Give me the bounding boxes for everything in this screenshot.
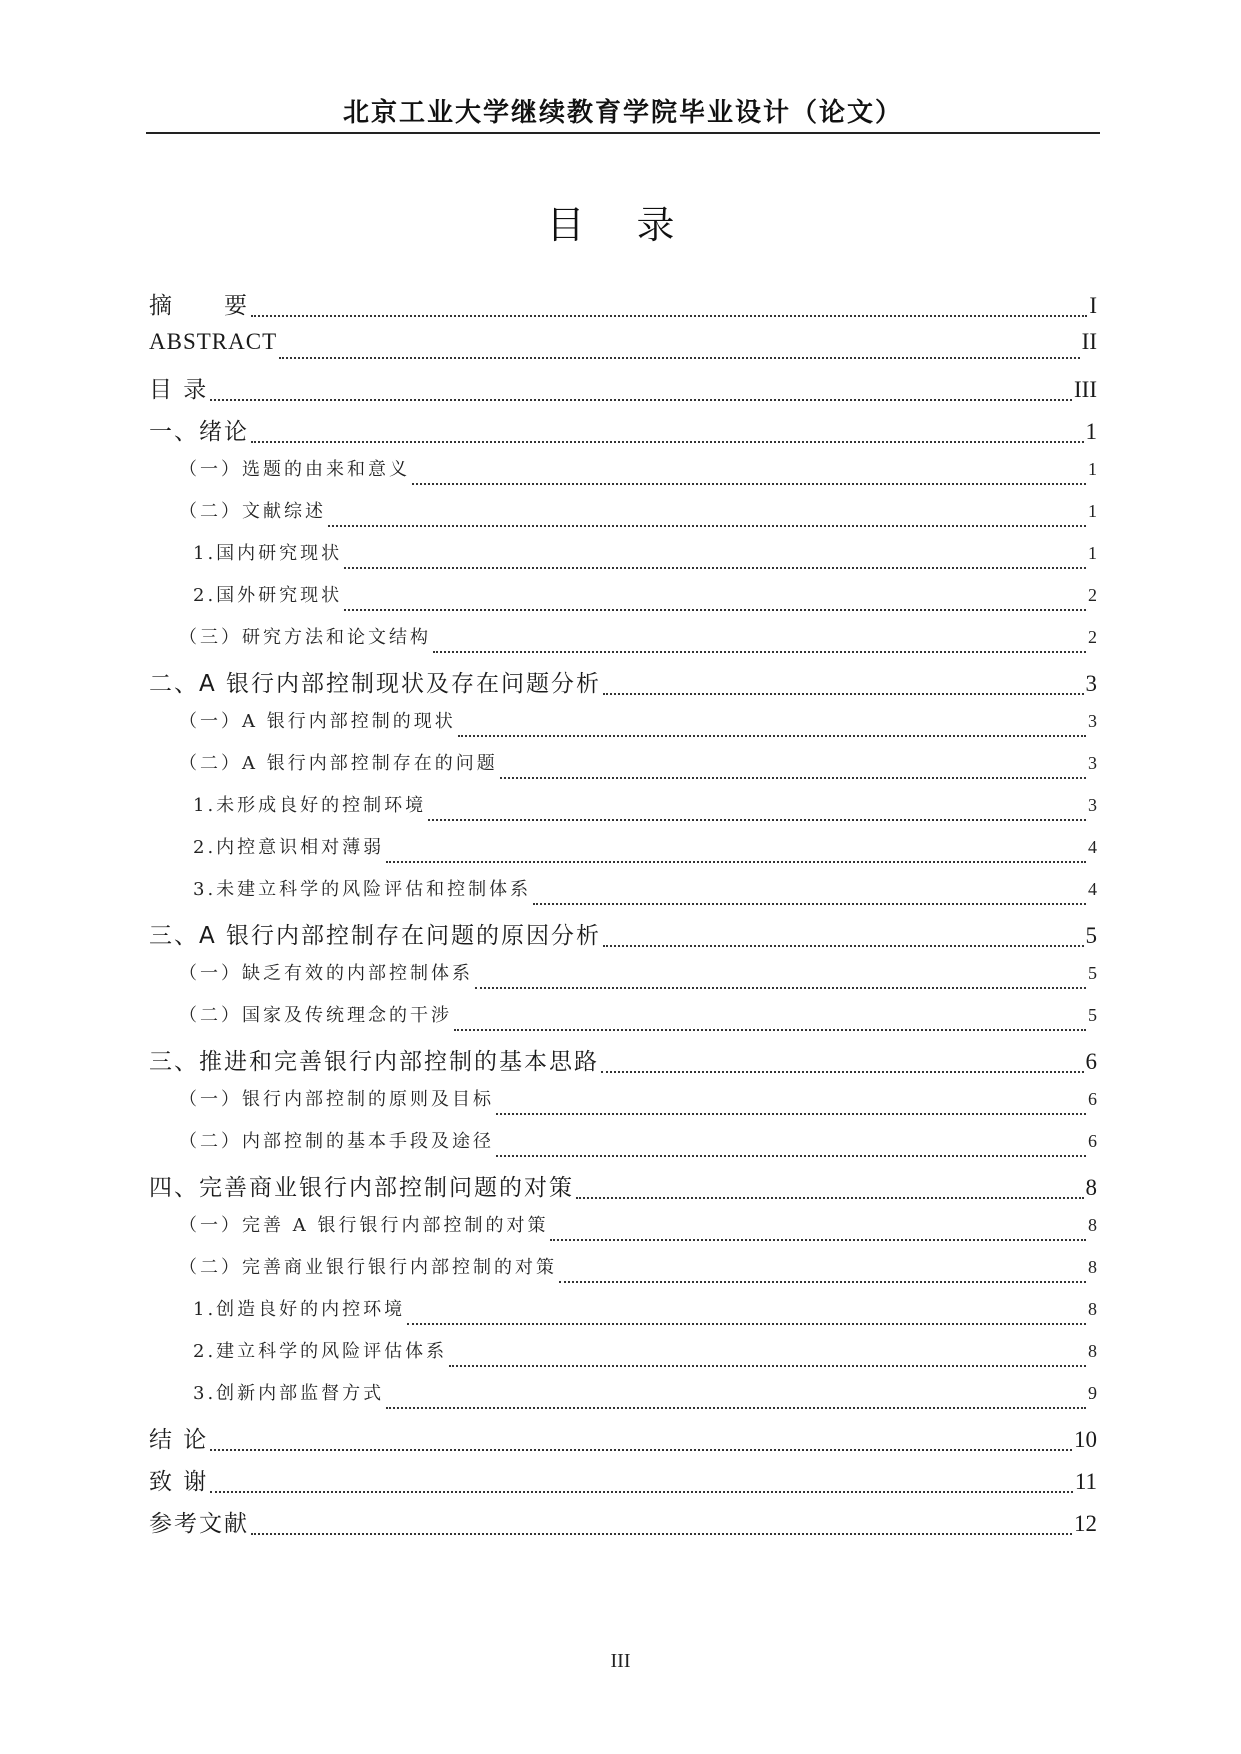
toc-dot-leader — [344, 609, 1086, 611]
toc-entry-label: （三）研究方法和论文结构 — [179, 627, 431, 648]
toc-dot-leader — [454, 1029, 1086, 1031]
toc-entry-page: 5 — [1088, 963, 1097, 983]
toc-dot-leader — [210, 399, 1072, 401]
toc-entry[interactable] — [149, 917, 1097, 959]
toc-entry-page: 3 — [1085, 671, 1097, 696]
toc-entry[interactable] — [149, 1295, 1097, 1337]
toc-entry-label: （二）文献综述 — [179, 501, 326, 522]
toc-entry-page: 4 — [1088, 879, 1097, 899]
toc-entry-page: 11 — [1074, 1469, 1097, 1494]
header-rule — [146, 132, 1100, 134]
toc-entry[interactable] — [149, 623, 1097, 665]
toc-title: 目 录 — [546, 203, 695, 247]
toc-entry-page: 2 — [1088, 627, 1097, 647]
toc-entry-label: 三、推进和完善银行内部控制的基本思路 — [149, 1049, 599, 1075]
toc-entry-label: 摘 要 — [149, 293, 249, 319]
toc-entry-page: 1 — [1088, 459, 1097, 479]
toc-dot-leader — [386, 861, 1086, 863]
toc-entry-page: II — [1081, 329, 1097, 354]
toc-dot-leader — [475, 987, 1086, 989]
toc-entry-label: 2.建立科学的风险评估体系 — [193, 1341, 448, 1362]
toc-entry-label: （二）国家及传统理念的干涉 — [179, 1005, 452, 1026]
toc-entry-label: 3.创新内部监督方式 — [193, 1383, 385, 1404]
toc-dot-leader — [533, 903, 1086, 905]
toc-entry[interactable] — [149, 791, 1097, 833]
toc-entry[interactable] — [149, 707, 1097, 749]
toc-dot-leader — [210, 1449, 1072, 1451]
toc-entry-label: 四、完善商业银行内部控制问题的对策 — [149, 1175, 574, 1201]
toc-entry[interactable] — [149, 665, 1097, 707]
toc-entry-page: 6 — [1085, 1049, 1097, 1074]
toc-entry[interactable] — [149, 413, 1097, 455]
toc-entry[interactable] — [149, 749, 1097, 791]
toc-entry-label: （一）A 银行内部控制的现状 — [179, 711, 456, 732]
toc-entry[interactable] — [149, 1379, 1097, 1421]
toc-dot-leader — [428, 819, 1086, 821]
toc-dot-leader — [251, 441, 1084, 443]
toc-dot-leader — [412, 483, 1086, 485]
toc-entry[interactable] — [149, 539, 1097, 581]
toc-entry[interactable] — [149, 1169, 1097, 1211]
toc-entry-page: 4 — [1088, 837, 1097, 857]
toc-entry-page: 8 — [1088, 1299, 1097, 1319]
toc-dot-leader — [328, 525, 1086, 527]
toc-entry[interactable] — [149, 1253, 1097, 1295]
toc-entry-label: 2.内控意识相对薄弱 — [193, 837, 385, 858]
toc-entry-label: 一、绪论 — [149, 419, 249, 445]
toc-entry-label: 1.国内研究现状 — [193, 543, 343, 564]
toc-entry[interactable] — [149, 329, 1097, 371]
toc-entry-page: 3 — [1088, 753, 1097, 773]
toc-entry[interactable] — [149, 1421, 1097, 1463]
toc-dot-leader — [407, 1323, 1086, 1325]
toc-entry-page: 1 — [1085, 419, 1097, 444]
toc-dot-leader — [279, 357, 1080, 359]
toc-dot-leader — [603, 945, 1083, 947]
toc-entry[interactable] — [149, 1127, 1097, 1169]
toc-entry[interactable] — [149, 1043, 1097, 1085]
running-header-title: 北京工业大学继续教育学院毕业设计（论文） — [342, 98, 903, 128]
toc-entry-page: 8 — [1088, 1257, 1097, 1277]
toc-dot-leader — [386, 1407, 1086, 1409]
toc-entry[interactable] — [149, 1001, 1097, 1043]
toc-entry-page: 6 — [1088, 1131, 1097, 1151]
toc-entry[interactable] — [149, 287, 1097, 329]
toc-entry[interactable] — [149, 1085, 1097, 1127]
toc-entry-page: I — [1089, 293, 1097, 318]
toc-entry-label: 1.未形成良好的控制环境 — [193, 795, 427, 816]
toc-entry-label: 结 论 — [149, 1427, 209, 1453]
toc-dot-leader — [550, 1239, 1086, 1241]
toc-entry[interactable] — [149, 959, 1097, 1001]
toc-entry-page: 2 — [1088, 585, 1097, 605]
toc-entry[interactable] — [149, 1505, 1097, 1547]
toc-dot-leader — [576, 1197, 1084, 1199]
toc-entry-label: ABSTRACT — [149, 329, 278, 354]
toc-entry-label: （二）A 银行内部控制存在的问题 — [179, 753, 498, 774]
toc-entry[interactable] — [149, 1211, 1097, 1253]
toc-entry[interactable] — [149, 581, 1097, 623]
toc-entry-page: III — [1074, 377, 1097, 402]
toc-entry-label: 二、A 银行内部控制现状及存在问题分析 — [149, 671, 602, 697]
toc-dot-leader — [433, 651, 1086, 653]
toc-entry-page: 3 — [1088, 711, 1097, 731]
toc-entry-label: 2.国外研究现状 — [193, 585, 343, 606]
toc-entry[interactable] — [149, 1337, 1097, 1379]
toc-entry-label: 3.未建立科学的风险评估和控制体系 — [193, 879, 532, 900]
toc-entry[interactable] — [149, 371, 1097, 413]
toc-dot-leader — [458, 735, 1086, 737]
toc-dot-leader — [210, 1491, 1073, 1493]
toc-dot-leader — [559, 1281, 1086, 1283]
table-of-contents — [149, 287, 1097, 1547]
toc-entry-page: 5 — [1085, 923, 1097, 948]
toc-entry-label: 参考文献 — [149, 1511, 249, 1537]
toc-entry[interactable] — [149, 875, 1097, 917]
toc-entry[interactable] — [149, 833, 1097, 875]
toc-dot-leader — [449, 1365, 1086, 1367]
toc-dot-leader — [251, 1533, 1072, 1535]
toc-entry-page: 10 — [1074, 1427, 1097, 1452]
toc-entry-label: （一）银行内部控制的原则及目标 — [179, 1089, 494, 1110]
toc-entry-label: （一）缺乏有效的内部控制体系 — [179, 963, 473, 984]
toc-entry-page: 9 — [1088, 1383, 1097, 1403]
toc-entry-page: 8 — [1088, 1341, 1097, 1361]
toc-entry-label: 三、A 银行内部控制存在问题的原因分析 — [149, 923, 602, 949]
toc-dot-leader — [601, 1071, 1084, 1073]
toc-entry-page: 3 — [1088, 795, 1097, 815]
toc-entry-label: 目 录 — [149, 377, 209, 403]
toc-entry-label: （二）内部控制的基本手段及途径 — [179, 1131, 494, 1152]
page-number: III — [610, 1650, 631, 1672]
toc-dot-leader — [496, 1155, 1086, 1157]
toc-entry-page: 8 — [1085, 1175, 1097, 1200]
toc-entry-label: （二）完善商业银行银行内部控制的对策 — [179, 1257, 557, 1278]
toc-dot-leader — [500, 777, 1086, 779]
toc-entry[interactable] — [149, 455, 1097, 497]
toc-dot-leader — [251, 315, 1087, 317]
toc-entry-page: 6 — [1088, 1089, 1097, 1109]
toc-entry-page: 5 — [1088, 1005, 1097, 1025]
toc-dot-leader — [496, 1113, 1086, 1115]
toc-entry-label: （一）选题的由来和意义 — [179, 459, 410, 480]
toc-dot-leader — [603, 693, 1083, 695]
toc-entry-label: 致 谢 — [149, 1469, 209, 1495]
toc-entry-label: （一）完善 A 银行银行内部控制的对策 — [179, 1215, 549, 1236]
toc-dot-leader — [344, 567, 1086, 569]
toc-entry-page: 1 — [1088, 543, 1097, 563]
toc-entry[interactable] — [149, 497, 1097, 539]
toc-entry-page: 1 — [1088, 501, 1097, 521]
toc-entry[interactable] — [149, 1463, 1097, 1505]
toc-entry-page: 12 — [1074, 1511, 1097, 1536]
toc-entry-page: 8 — [1088, 1215, 1097, 1235]
toc-entry-label: 1.创造良好的内控环境 — [193, 1299, 406, 1320]
